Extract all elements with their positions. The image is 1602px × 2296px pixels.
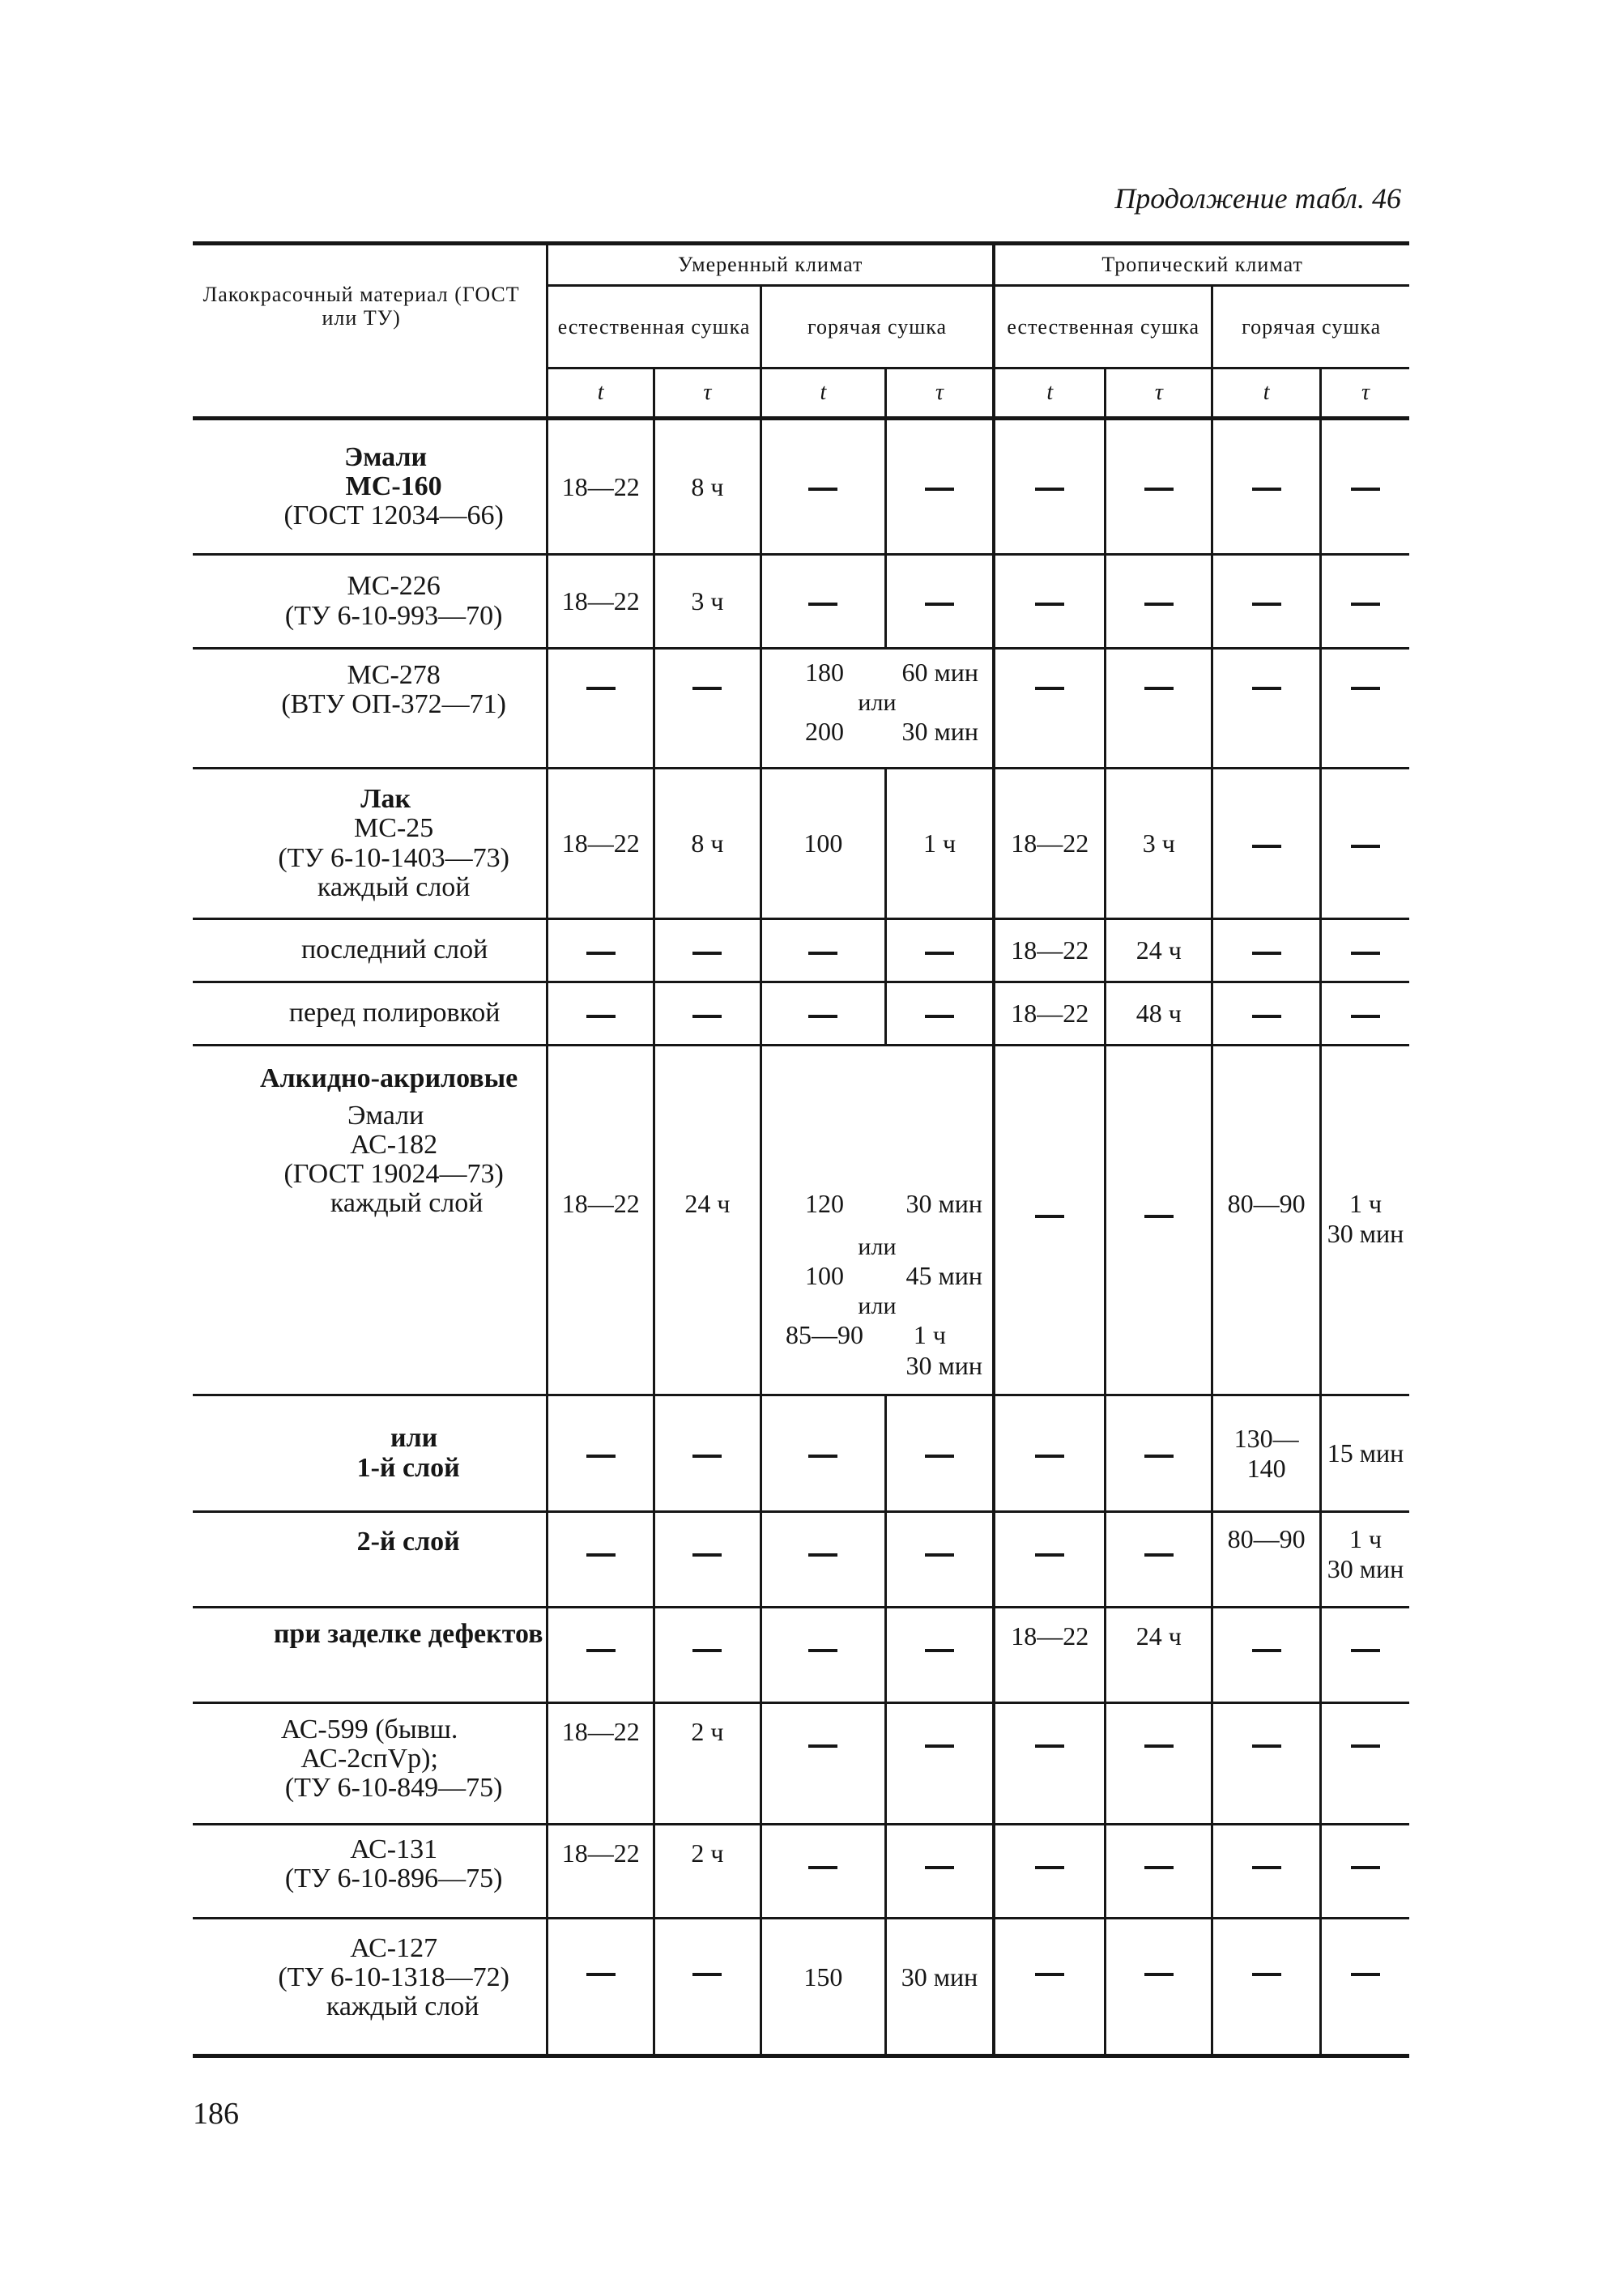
dash-cell: [654, 1395, 761, 1512]
dash-cell: [885, 555, 994, 649]
material-cell: Эмали МС-160 (ГОСТ 12034—66): [283, 441, 504, 531]
material-cell: МС-278 (ВТУ ОП-372—71): [281, 660, 506, 720]
dash-mark: [586, 1015, 616, 1018]
dash-cell: [654, 1512, 761, 1608]
dash-mark: [586, 1455, 616, 1458]
dash-cell: [1106, 1395, 1212, 1512]
material-cell: Лак МС-25 (ТУ 6-10-1403—73) каждый слой: [278, 784, 509, 902]
value-cell: 130— 140: [1212, 1395, 1321, 1512]
dash-mark: [1144, 1973, 1174, 1976]
header-tau: τ: [1320, 368, 1409, 419]
value-cell: 1 ч: [885, 769, 994, 919]
dash-cell: [761, 1608, 885, 1703]
dash-cell: [994, 1046, 1106, 1395]
value-cell: 18—22: [547, 419, 654, 555]
dash-mark: [808, 488, 837, 491]
dash-cell: [885, 1395, 994, 1512]
dash-cell: [1212, 982, 1321, 1046]
material-cell: АС-599 (бывш. АС-2спVр); (ТУ 6-10-849—75): [280, 1715, 503, 1804]
value-cell: 18—22: [994, 769, 1106, 919]
value-cell: 3 ч: [654, 555, 761, 649]
header-t: t: [761, 368, 885, 419]
dash-cell: [654, 919, 761, 982]
header-tropical-hot: горячая сушка: [1212, 286, 1409, 368]
value-cell: 18—22: [547, 1046, 654, 1395]
value-cell: 18—22: [994, 919, 1106, 982]
dash-mark: [925, 1553, 954, 1557]
material-cell: АС-131 (ТУ 6-10-896—75): [284, 1834, 503, 1894]
dash-mark: [692, 1553, 722, 1557]
value-cell: 2 ч: [654, 1703, 761, 1825]
value-cell: 30 мин: [885, 1919, 994, 2056]
dash-mark: [1035, 1215, 1064, 1218]
dash-mark: [1351, 1015, 1380, 1018]
dash-cell: [994, 1512, 1106, 1608]
dash-cell: [1212, 1919, 1321, 2056]
dash-mark: [808, 603, 837, 606]
dash-mark: [692, 952, 722, 955]
dash-mark: [1144, 687, 1174, 690]
dash-cell: [654, 1608, 761, 1703]
dash-mark: [692, 1455, 722, 1458]
dash-mark: [586, 1553, 616, 1557]
dash-cell: [761, 1825, 885, 1919]
dash-mark: [586, 1973, 616, 1976]
dash-cell: [1106, 1825, 1212, 1919]
dash-cell: [761, 1512, 885, 1608]
dash-cell: [761, 419, 885, 555]
dash-cell: [1212, 1608, 1321, 1703]
dash-mark: [808, 1744, 837, 1748]
dash-mark: [925, 1744, 954, 1748]
dash-mark: [925, 603, 954, 606]
value-cell: 18—22: [994, 1608, 1106, 1703]
dash-cell: [761, 919, 885, 982]
value-cell: 24 ч: [654, 1046, 761, 1395]
dash-cell: [547, 919, 654, 982]
dash-cell: [654, 982, 761, 1046]
header-material: Лакокрасочный материал (ГОСТ или ТУ): [202, 282, 520, 330]
dash-mark: [925, 1866, 954, 1869]
dash-mark: [1144, 1866, 1174, 1869]
dash-mark: [1351, 845, 1380, 848]
dash-mark: [808, 1455, 837, 1458]
dash-cell: [1106, 649, 1212, 769]
header-tropical: Тропический климат: [994, 244, 1409, 286]
dash-cell: [547, 1512, 654, 1608]
table-row: [193, 649, 1409, 769]
material-cell: или 1-й слой: [356, 1423, 460, 1483]
dash-mark: [1144, 603, 1174, 606]
dash-cell: [1320, 1919, 1409, 2056]
material-cell: МС-226 (ТУ 6-10-993—70): [284, 571, 503, 631]
dash-mark: [1035, 687, 1064, 690]
dash-mark: [808, 1015, 837, 1018]
dash-cell: [1106, 419, 1212, 555]
dash-cell: [1212, 919, 1321, 982]
dash-mark: [808, 1866, 837, 1869]
dash-cell: [994, 419, 1106, 555]
drying-table: [193, 241, 1409, 2058]
dash-mark: [1252, 1649, 1281, 1652]
dash-cell: [1212, 769, 1321, 919]
value-cell: 150: [761, 1919, 885, 2056]
dash-cell: [1320, 769, 1409, 919]
material-cell: перед полировкой: [288, 998, 501, 1029]
dash-mark: [1035, 1744, 1064, 1748]
value-cell: 48 ч: [1106, 982, 1212, 1046]
table-row: [193, 769, 1409, 919]
dash-mark: [1351, 1649, 1380, 1652]
dash-cell: [994, 555, 1106, 649]
dash-cell: [1320, 919, 1409, 982]
dash-cell: [994, 1703, 1106, 1825]
table-row: [193, 1703, 1409, 1825]
hot-dry-options: 120 30 мин или 100 45 мин или 85—90 1 ч 30 мин: [761, 1046, 994, 1395]
dash-cell: [1320, 982, 1409, 1046]
dash-cell: [885, 919, 994, 982]
value-cell: 18—22: [547, 1825, 654, 1919]
header-tau: τ: [654, 368, 761, 419]
dash-cell: [547, 1919, 654, 2056]
dash-cell: [994, 1395, 1106, 1512]
value-cell: 24 ч: [1106, 919, 1212, 982]
hot-dry-options: 180 60 мин или 200 30 мин: [761, 649, 994, 769]
dash-cell: [1212, 555, 1321, 649]
table-row: [193, 1919, 1409, 2056]
header-moderate-natural: естественная сушка: [547, 286, 761, 368]
value-cell: 8 ч: [654, 769, 761, 919]
dash-cell: [1320, 419, 1409, 555]
value-cell: 2 ч: [654, 1825, 761, 1919]
header-tau: τ: [1106, 368, 1212, 419]
dash-mark: [1035, 1866, 1064, 1869]
table-row: [193, 1046, 1409, 1395]
dash-cell: [885, 1825, 994, 1919]
dash-mark: [586, 1649, 616, 1652]
dash-cell: [885, 1512, 994, 1608]
table-row: [193, 1512, 1409, 1608]
dash-mark: [925, 1455, 954, 1458]
dash-cell: [761, 982, 885, 1046]
dash-cell: [761, 1395, 885, 1512]
value-cell: 80—90: [1212, 1512, 1321, 1608]
dash-mark: [1035, 603, 1064, 606]
dash-mark: [1252, 1015, 1281, 1018]
dash-cell: [761, 555, 885, 649]
dash-mark: [925, 952, 954, 955]
dash-mark: [692, 1649, 722, 1652]
value-cell: 1 ч 30 мин: [1320, 1512, 1409, 1608]
dash-mark: [1144, 1744, 1174, 1748]
dash-mark: [1035, 488, 1064, 491]
dash-mark: [1252, 952, 1281, 955]
value-cell: 18—22: [547, 555, 654, 649]
dash-cell: [885, 419, 994, 555]
dash-mark: [586, 952, 616, 955]
value-cell: 18—22: [547, 769, 654, 919]
dash-cell: [1320, 1608, 1409, 1703]
material-cell: АС-127 (ТУ 6-10-1318—72) каждый слой: [278, 1932, 509, 2022]
header-t: t: [1212, 368, 1321, 419]
table-row: [193, 555, 1409, 649]
dash-mark: [1144, 488, 1174, 491]
dash-mark: [1351, 1744, 1380, 1748]
table-row: [193, 1395, 1409, 1512]
dash-cell: [654, 649, 761, 769]
dash-cell: [994, 649, 1106, 769]
dash-mark: [1144, 1553, 1174, 1557]
dash-cell: [994, 1919, 1106, 2056]
dash-cell: [1106, 1919, 1212, 2056]
dash-cell: [1320, 1703, 1409, 1825]
table-row: [193, 1608, 1409, 1703]
dash-mark: [1035, 1973, 1064, 1976]
material-cell: последний слой: [300, 935, 488, 965]
dash-mark: [1351, 1973, 1380, 1976]
dash-cell: [547, 649, 654, 769]
value-cell: 8 ч: [654, 419, 761, 555]
dash-cell: [1320, 555, 1409, 649]
dash-mark: [808, 1649, 837, 1652]
header-t: t: [994, 368, 1106, 419]
value-cell: 18—22: [547, 1703, 654, 1825]
table-row: [193, 419, 1409, 555]
dash-mark: [692, 1015, 722, 1018]
table-row: [193, 919, 1409, 982]
material-cell: при заделке дефектов: [273, 1619, 543, 1649]
dash-mark: [1252, 687, 1281, 690]
dash-mark: [808, 952, 837, 955]
dash-mark: [1252, 845, 1281, 848]
dash-mark: [1035, 1455, 1064, 1458]
value-cell: 1 ч 30 мин: [1320, 1046, 1409, 1395]
dash-cell: [547, 1608, 654, 1703]
dash-mark: [1351, 1866, 1380, 1869]
header-t: t: [547, 368, 654, 419]
dash-cell: [1106, 1512, 1212, 1608]
header-moderate-hot: горячая сушка: [761, 286, 994, 368]
dash-mark: [692, 1973, 722, 1976]
dash-cell: [1212, 419, 1321, 555]
dash-mark: [1035, 1553, 1064, 1557]
dash-mark: [808, 1553, 837, 1557]
dash-mark: [1144, 1455, 1174, 1458]
dash-mark: [1351, 952, 1380, 955]
dash-cell: [761, 1703, 885, 1825]
dash-mark: [925, 488, 954, 491]
value-cell: 15 мин: [1320, 1395, 1409, 1512]
dash-mark: [925, 1015, 954, 1018]
dash-mark: [692, 687, 722, 690]
value-cell: 24 ч: [1106, 1608, 1212, 1703]
dash-cell: [885, 1608, 994, 1703]
value-cell: 3 ч: [1106, 769, 1212, 919]
dash-cell: [654, 1919, 761, 2056]
dash-mark: [925, 1649, 954, 1652]
table-caption: Продолжение табл. 46: [1114, 182, 1401, 215]
dash-cell: [1212, 649, 1321, 769]
dash-cell: [885, 1703, 994, 1825]
dash-cell: [1106, 1703, 1212, 1825]
page-number: 186: [193, 2097, 239, 2131]
dash-mark: [586, 687, 616, 690]
dash-mark: [1144, 1215, 1174, 1218]
dash-cell: [547, 982, 654, 1046]
material-cell: Алкидно-акриловые Эмали АС-182 (ГОСТ 19024—73) каждый слой: [260, 1063, 518, 1219]
dash-mark: [1351, 687, 1380, 690]
dash-cell: [1212, 1825, 1321, 1919]
dash-mark: [1252, 1744, 1281, 1748]
value-cell: 100: [761, 769, 885, 919]
dash-cell: [1106, 555, 1212, 649]
dash-mark: [1351, 603, 1380, 606]
material-cell: 2-й слой: [356, 1527, 460, 1557]
value-cell: 18—22: [994, 982, 1106, 1046]
dash-mark: [1252, 1973, 1281, 1976]
header-tau: τ: [885, 368, 994, 419]
header-moderate: Умеренный климат: [547, 244, 994, 286]
header-tropical-natural: естественная сушка: [994, 286, 1212, 368]
dash-cell: [1320, 1825, 1409, 1919]
dash-cell: [1320, 649, 1409, 769]
dash-cell: [547, 1395, 654, 1512]
dash-cell: [1212, 1703, 1321, 1825]
dash-cell: [1106, 1046, 1212, 1395]
table-row: [193, 982, 1409, 1046]
value-cell: 80—90: [1212, 1046, 1321, 1395]
dash-cell: [994, 1825, 1106, 1919]
dash-mark: [1252, 488, 1281, 491]
dash-mark: [1252, 603, 1281, 606]
dash-cell: [885, 982, 994, 1046]
dash-mark: [1252, 1866, 1281, 1869]
dash-mark: [1351, 488, 1380, 491]
table-row: [193, 1825, 1409, 1919]
